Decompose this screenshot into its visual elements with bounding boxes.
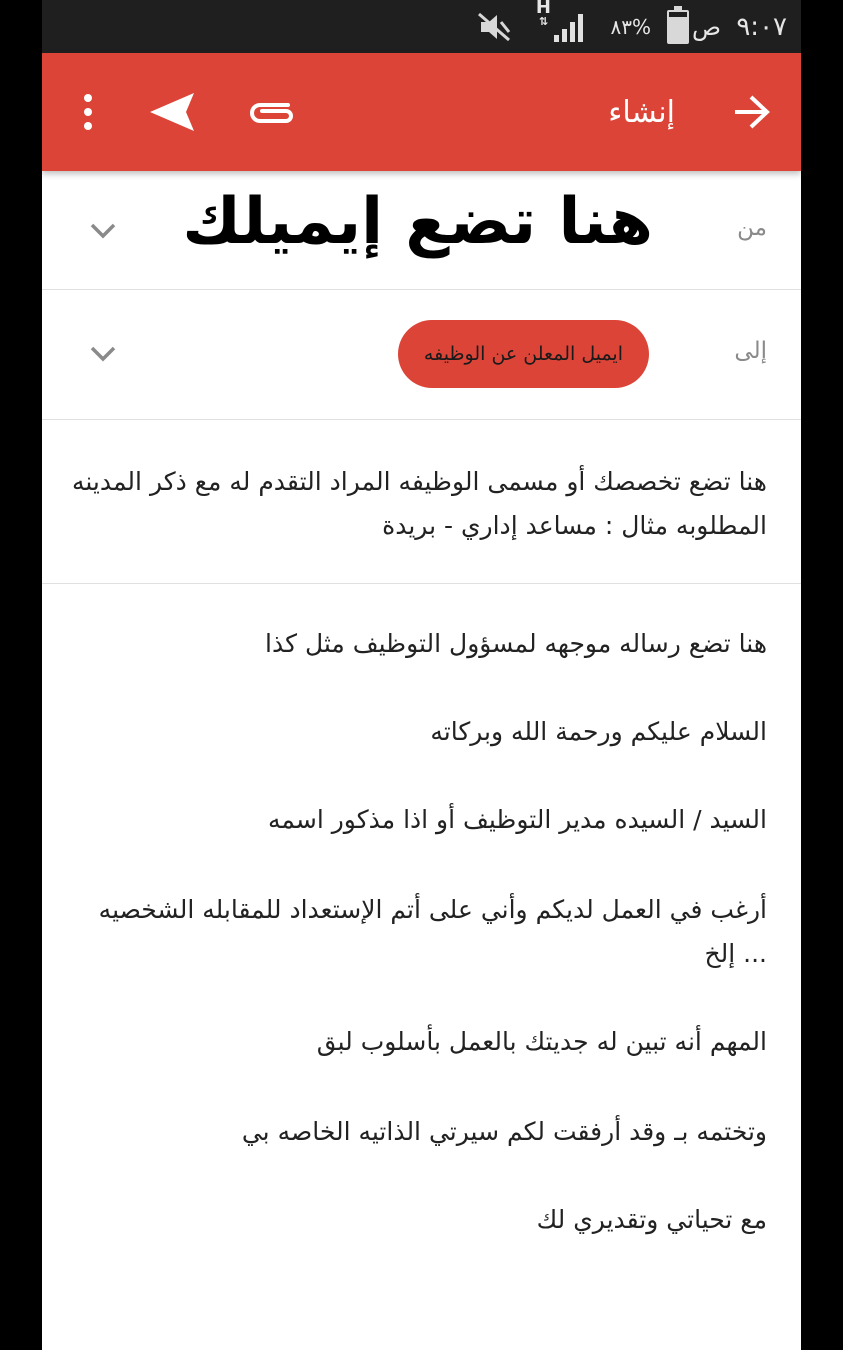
- subject-row[interactable]: [42, 420, 801, 584]
- back-arrow-icon[interactable]: [719, 53, 783, 171]
- from-overlay-text: هنا تضع إيميلك: [182, 185, 653, 259]
- send-icon[interactable]: [140, 53, 204, 171]
- recipient-chip[interactable]: ايميل المعلن عن الوظيفه: [398, 320, 649, 388]
- chevron-down-icon[interactable]: [86, 336, 120, 370]
- body-line: السيد / السيده مدير التوظيف أو اذا مذكور اسمه: [268, 805, 767, 834]
- from-row[interactable]: [42, 171, 801, 290]
- app-bar-title: إنشاء: [608, 94, 675, 130]
- mute-icon: [477, 0, 511, 53]
- body-line: أرغب في العمل لديكم وأني على أتم الإستعداد للمقابله الشخصيه ... إلخ: [98, 895, 767, 968]
- status-time: ٩:٠٧: [736, 11, 787, 42]
- status-ampm: ص: [691, 12, 721, 41]
- signal-icon: [553, 0, 587, 53]
- body-line: وتختمه بـ وقد أرفقت لكم سيرتي الذاتيه الخاصه بي: [241, 1117, 767, 1146]
- app-bar: [42, 53, 801, 171]
- subject-field[interactable]: هنا تضع تخصصك أو مسمى الوظيفه المراد التقدم له مع ذكر المدينه المطلوبه مثال : مساعد إداري - بريدة: [71, 467, 767, 540]
- chevron-down-icon[interactable]: [86, 213, 120, 247]
- battery-icon: [667, 0, 689, 53]
- more-vert-icon[interactable]: [60, 53, 116, 171]
- phone-screen: [42, 0, 801, 1350]
- body-line: هنا تضع رساله موجهه لمسؤول التوظيف مثل كذا: [265, 629, 767, 658]
- battery-percent: ٨٣%: [610, 14, 651, 39]
- body-line: السلام عليكم ورحمة الله وبركاته: [430, 717, 767, 746]
- attach-icon[interactable]: [238, 53, 302, 171]
- to-label: إلى: [734, 338, 767, 364]
- network-h-icon: H ⇅: [535, 0, 551, 28]
- network-type: H: [535, 0, 551, 18]
- status-bar: [42, 0, 801, 53]
- body-line: مع تحياتي وتقديري لك: [536, 1205, 767, 1234]
- body-line: المهم أنه تبين له جديتك بالعمل بأسلوب لبق: [316, 1027, 767, 1056]
- to-row[interactable]: [42, 290, 801, 420]
- from-label: من: [737, 215, 767, 241]
